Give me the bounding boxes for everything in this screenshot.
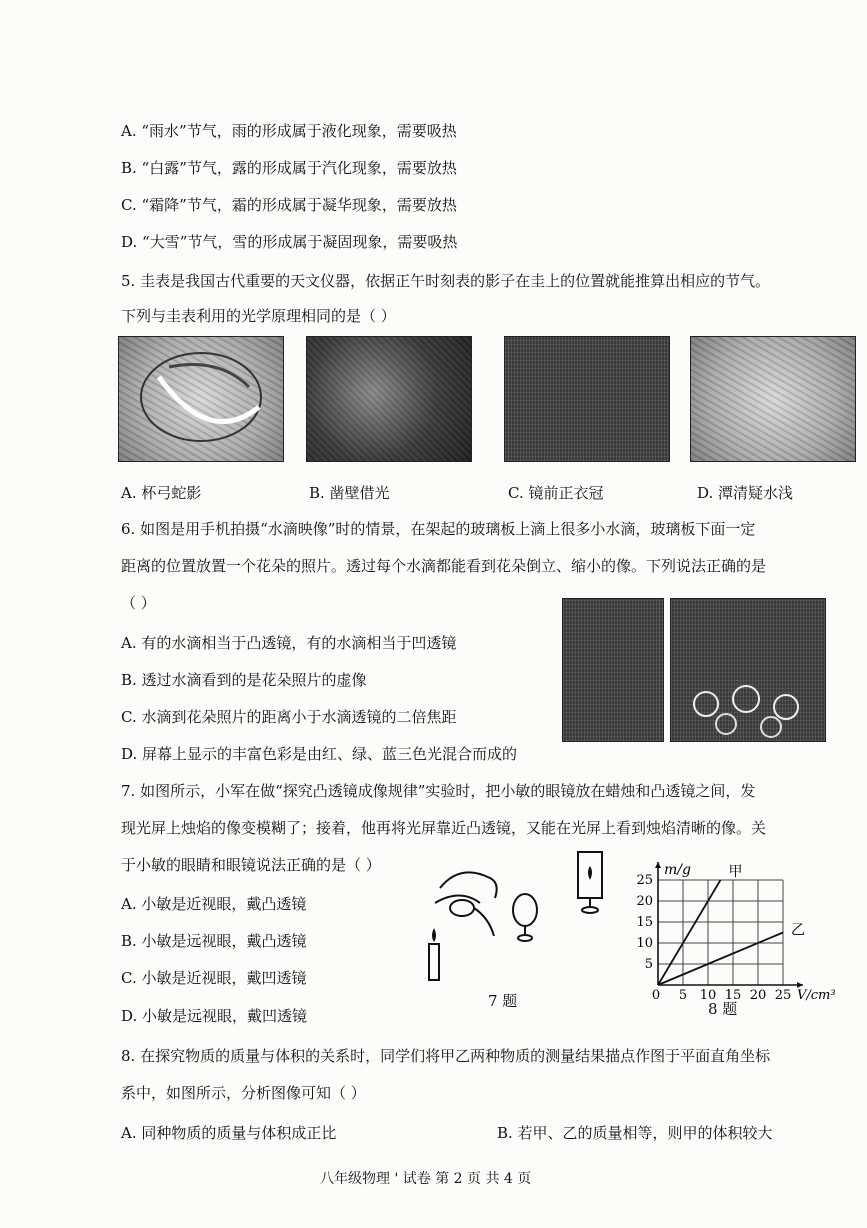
y-axis-label: m/g (664, 862, 691, 878)
x-tick-label: 0 (651, 988, 661, 1003)
q5-photo-a-cup-bow (118, 336, 284, 462)
q5-option-c: C. 镜前正衣冠 (508, 484, 604, 502)
q6-photo-droplets-right (670, 598, 826, 742)
y-tick-label: 25 (636, 873, 653, 888)
candle-flame (432, 928, 436, 942)
page-footer: 八年级物理 ' 试卷 第 2 页 共 4 页 (320, 1171, 532, 1187)
q7-figure-lens-setup (420, 848, 630, 988)
q4-option-b: B. “白露”节气，露的形成属于汽化现象，需要放热 (121, 159, 457, 177)
glasses (450, 900, 474, 916)
q7-option-c: C. 小敏是近视眼，戴凹透镜 (121, 969, 307, 987)
q5-stem-line1: 5. 圭表是我国古代重要的天文仪器，依据正午时刻表的影子在圭上的位置就能推算出相应的节气。 (121, 272, 771, 290)
q7-stem-line1: 7. 如图所示，小军在做“探究凸透镜成像规律”实验时，把小敏的眼镜放在蜡烛和凸透镜之间，发 (121, 782, 756, 800)
q6-stem-line3: （ ） (121, 594, 156, 612)
q7-stem-line2: 现光屏上烛焰的像变模糊了；接着，他再将光屏靠近凸透镜，又能在光屏上看到烛焰清晰的像。关 (121, 819, 767, 837)
x-tick-label: 5 (678, 988, 688, 1003)
x-tick-label: 20 (749, 988, 767, 1003)
q5-option-d: D. 潭清疑水浅 (697, 484, 794, 502)
flame-image (588, 866, 592, 880)
q5-option-b: B. 凿壁借光 (309, 484, 390, 502)
series-label-1: 乙 (791, 922, 805, 939)
y-tick-label: 15 (636, 915, 653, 930)
q8-stem-line1: 8. 在探究物质的质量与体积的关系时，同学们将甲乙两种物质的测量结果描点作图于平面直角坐标 (121, 1047, 771, 1065)
q7-option-a: A. 小敏是近视眼，戴凸透镜 (121, 895, 307, 913)
q6-stem-line1: 6. 如图是用手机拍摄“水滴映像”时的情景，在架起的玻璃板上滴上很多小水滴，玻璃板下面一定 (121, 520, 756, 538)
q6-stem-line2: 距离的位置放置一个花朵的照片。透过每个水滴都能看到花朵倒立、缩小的像。下列说法正确的是 (121, 557, 767, 575)
x-tick-label: 25 (774, 988, 792, 1003)
q6-option-b: B. 透过水滴看到的是花朵照片的虚像 (121, 671, 367, 689)
q5-photo-c-mirror (504, 336, 670, 462)
x-tick-label: 10 (699, 988, 717, 1003)
q7-figure-label: 7 题 (488, 992, 518, 1010)
q7-option-d: D. 小敏是远视眼，戴凹透镜 (121, 1007, 308, 1025)
q4-option-a: A. “雨水”节气，雨的形成属于液化现象，需要吸热 (121, 122, 457, 140)
y-tick-label: 5 (644, 957, 653, 972)
series-line-1 (658, 933, 783, 986)
q5-photo-d-water (690, 336, 856, 462)
q5-option-a: A. 杯弓蛇影 (121, 484, 202, 502)
q6-option-a: A. 有的水滴相当于凸透镜，有的水滴相当于凹透镜 (121, 634, 457, 652)
q8-figure-label: 8 题 (708, 1000, 738, 1018)
q8-option-b: B. 若甲、乙的质量相等，则甲的体积较大 (497, 1124, 773, 1142)
q4-option-d: D. “大雪”节气，雪的形成属于凝固现象，需要吸热 (121, 233, 458, 251)
q7-option-b: B. 小敏是远视眼，戴凸透镜 (121, 932, 307, 950)
hand-sketch (440, 872, 497, 898)
q6-option-c: C. 水滴到花朵照片的距离小于水滴透镜的二倍焦距 (121, 708, 457, 726)
q8-stem-line2: 系中，如图所示，分析图像可知（ ） (121, 1084, 366, 1102)
q8-option-a: A. 同种物质的质量与体积成正比 (121, 1124, 337, 1142)
convex-lens (513, 894, 537, 926)
series-line-0 (658, 880, 721, 985)
q6-photo-droplets-left (562, 598, 664, 742)
q7-stem-line3: 于小敏的眼睛和眼镜说法正确的是（ ） (121, 856, 381, 874)
droplet-images (671, 599, 825, 741)
series-label-0: 甲 (728, 864, 743, 880)
x-tick-label: 15 (724, 988, 742, 1003)
cup-bow-sketch (119, 337, 283, 461)
q6-option-d: D. 屏幕上显示的丰富色彩是由红、绿、蓝三色光混合而成的 (121, 745, 518, 763)
candle (429, 944, 439, 980)
y-axis-arrow (655, 862, 661, 868)
q8-mass-volume-chart (630, 860, 860, 1010)
q5-photo-b-wall-light (306, 336, 472, 462)
x-axis-label: V/cm³ (797, 988, 836, 1003)
y-tick-label: 10 (636, 936, 653, 951)
q5-stem-line2: 下列与圭表利用的光学原理相同的是（ ） (121, 307, 396, 325)
y-tick-label: 20 (636, 894, 653, 909)
q4-option-c: C. “霜降”节气，霜的形成属于凝华现象，需要放热 (121, 196, 457, 214)
